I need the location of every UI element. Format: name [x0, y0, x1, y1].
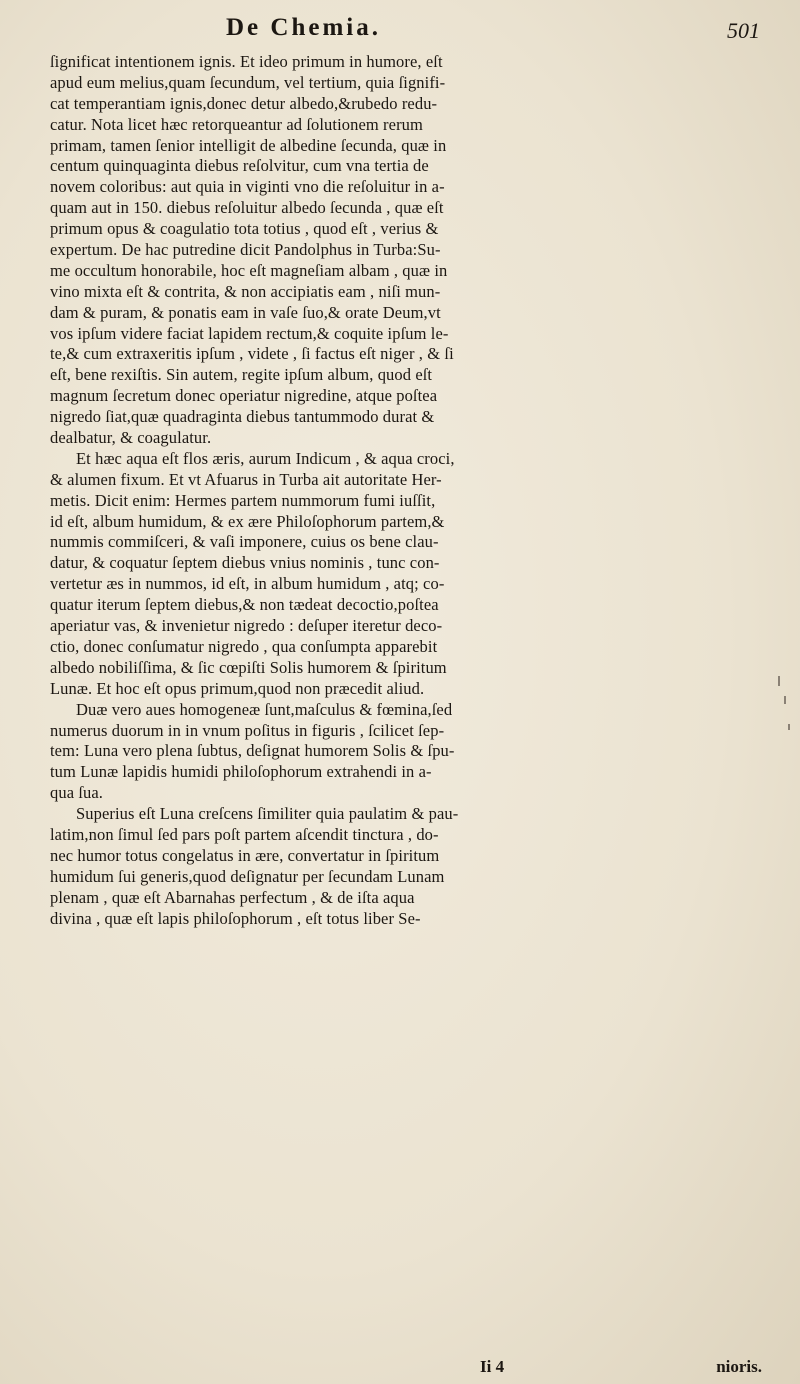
text-line: divina , quæ eſt lapis philoſophorum , eſt totus liber Se- — [50, 908, 421, 928]
text-line: tum Lunæ lapidis humidi philoſophorum extrahendi in a- — [50, 762, 432, 782]
text-line: & alumen fixum. Et vt Afuarus in Turba ait autoritate Her- — [50, 469, 442, 489]
text-line: magnum ſecretum donec operiatur nigredine, atque poſtea — [50, 386, 438, 406]
text-line: albedo nobiliſſima, & ſic cœpiſti Solis humorem & ſpiritum — [50, 657, 447, 677]
text-line: vertetur æs in nummos, id eſt, in album humidum , atq; co- — [50, 574, 445, 594]
text-line: aperiatur vas, & invenietur nigredo : deſuper iteretur deco- — [50, 616, 443, 636]
text-line: expertum. De hac putredine dicit Pandolphus in Turba:Su- — [50, 240, 441, 260]
text-line: vos ipſum videre faciat lapidem rectum,& coquite ipſum le- — [50, 323, 449, 343]
text-line: novem coloribus: aut quia in viginti vno die reſoluitur in a- — [50, 177, 445, 197]
text-line: ctio, donec conſumatur nigredo , qua conſumpta apparebit — [50, 636, 438, 656]
margin-tick — [784, 696, 786, 704]
catchword: nioris. — [716, 1357, 762, 1376]
text-line: qua ſua. — [50, 783, 104, 803]
text-line: plenam , quæ eſt Abarnahas perfectum , & de iſta aqua — [50, 887, 415, 907]
margin-tick — [778, 676, 780, 686]
paragraph-start-line: Superius eſt Luna creſcens ſimiliter quia paulatim & pau- — [76, 804, 459, 824]
body-text — [50, 52, 770, 929]
text-line: te,& cum extraxeritis ipſum , videte , ſi factus eſt niger , & ſi — [50, 344, 454, 364]
page-number: 501 — [727, 18, 760, 43]
text-line: id eſt, album humidum, & ex ære Philoſophorum partem,& — [50, 511, 445, 531]
text-line: apud eum melius,quam ſecundum, vel tertium, quia ſignifi- — [50, 72, 446, 92]
text-line: tem: Luna vero plena ſubtus, deſignat humorem Solis & ſpu- — [50, 741, 455, 761]
text-line: cat temperantiam ignis,donec detur albedo,&rubedo redu- — [50, 93, 438, 113]
text-line: latim,non ſimul ſed pars poſt partem aſcendit tinctura , do- — [50, 824, 439, 844]
text-line: datur, & coquatur ſeptem diebus vnius nominis , tunc con- — [50, 553, 440, 573]
text-line: ſignificat intentionem ignis. Et ideo primum in humore, eſt — [50, 52, 443, 71]
text-line: me occultum honorabile, hoc eſt magneſiam albam , quæ in — [50, 260, 448, 280]
text-line: vino mixta eſt & contrita, & non accipiatis eam , niſi mun- — [50, 281, 441, 301]
signature-mark: Ii 4 — [480, 1357, 505, 1376]
text-line: humidum ſui generis,quod deſignatur per ſecundam Lunam — [50, 866, 445, 886]
text-line: catur. Nota licet hæc retorqueantur ad ſolutionem rerum — [50, 114, 423, 134]
running-title: De Chemia. — [226, 14, 381, 41]
text-line: quam aut in 150. diebus reſoluitur albedo ſecunda , quæ eſt — [50, 198, 444, 218]
text-line: quatur iterum ſeptem diebus,& non tædeat decoctio,poſtea — [50, 595, 439, 615]
margin-tick — [788, 724, 790, 730]
paragraph-start-line: Et hæc aqua eſt flos æris, aurum Indicum , & aqua croci, — [76, 448, 455, 468]
text-line: nec humor totus congelatus in ære, convertatur in ſpiritum — [50, 845, 440, 865]
text-line: nummis commiſceri, & vaſi imponere, cuius os bene clau- — [50, 532, 439, 552]
page-header — [48, 14, 760, 50]
text-line: numerus duorum in in vnum poſitus in figuris , ſcilicet ſep- — [50, 720, 445, 740]
text-line: dam & puram, & ponatis eam in vaſe ſuo,& orate Deum,vt — [50, 302, 441, 322]
text-line: primam, tamen ſenior intelligit de albedine ſecunda, quæ in — [50, 135, 447, 155]
text-line: dealbatur, & coagulatur. — [50, 428, 212, 448]
text-line: Lunæ. Et hoc eſt opus primum,quod non præcedit aliud. — [50, 678, 425, 698]
text-line: primum opus & coagulatio tota totius , quod eſt , verius & — [50, 219, 439, 239]
text-line: metis. Dicit enim: Hermes partem nummorum fumi iuſſit, — [50, 490, 436, 510]
text-line: eſt, bene rexiſtis. Sin autem, regite ipſum album, quod eſt — [50, 365, 433, 385]
text-line: centum quinquaginta diebus reſolvitur, cum vna tertia de — [50, 156, 429, 176]
page-footer — [50, 1357, 762, 1383]
paragraph-start-line: Duæ vero aues homogeneæ ſunt,maſculus & fœmina,ſed — [76, 699, 453, 719]
text-line: nigredo ſiat,quæ quadraginta diebus tantummodo durat & — [50, 407, 435, 427]
